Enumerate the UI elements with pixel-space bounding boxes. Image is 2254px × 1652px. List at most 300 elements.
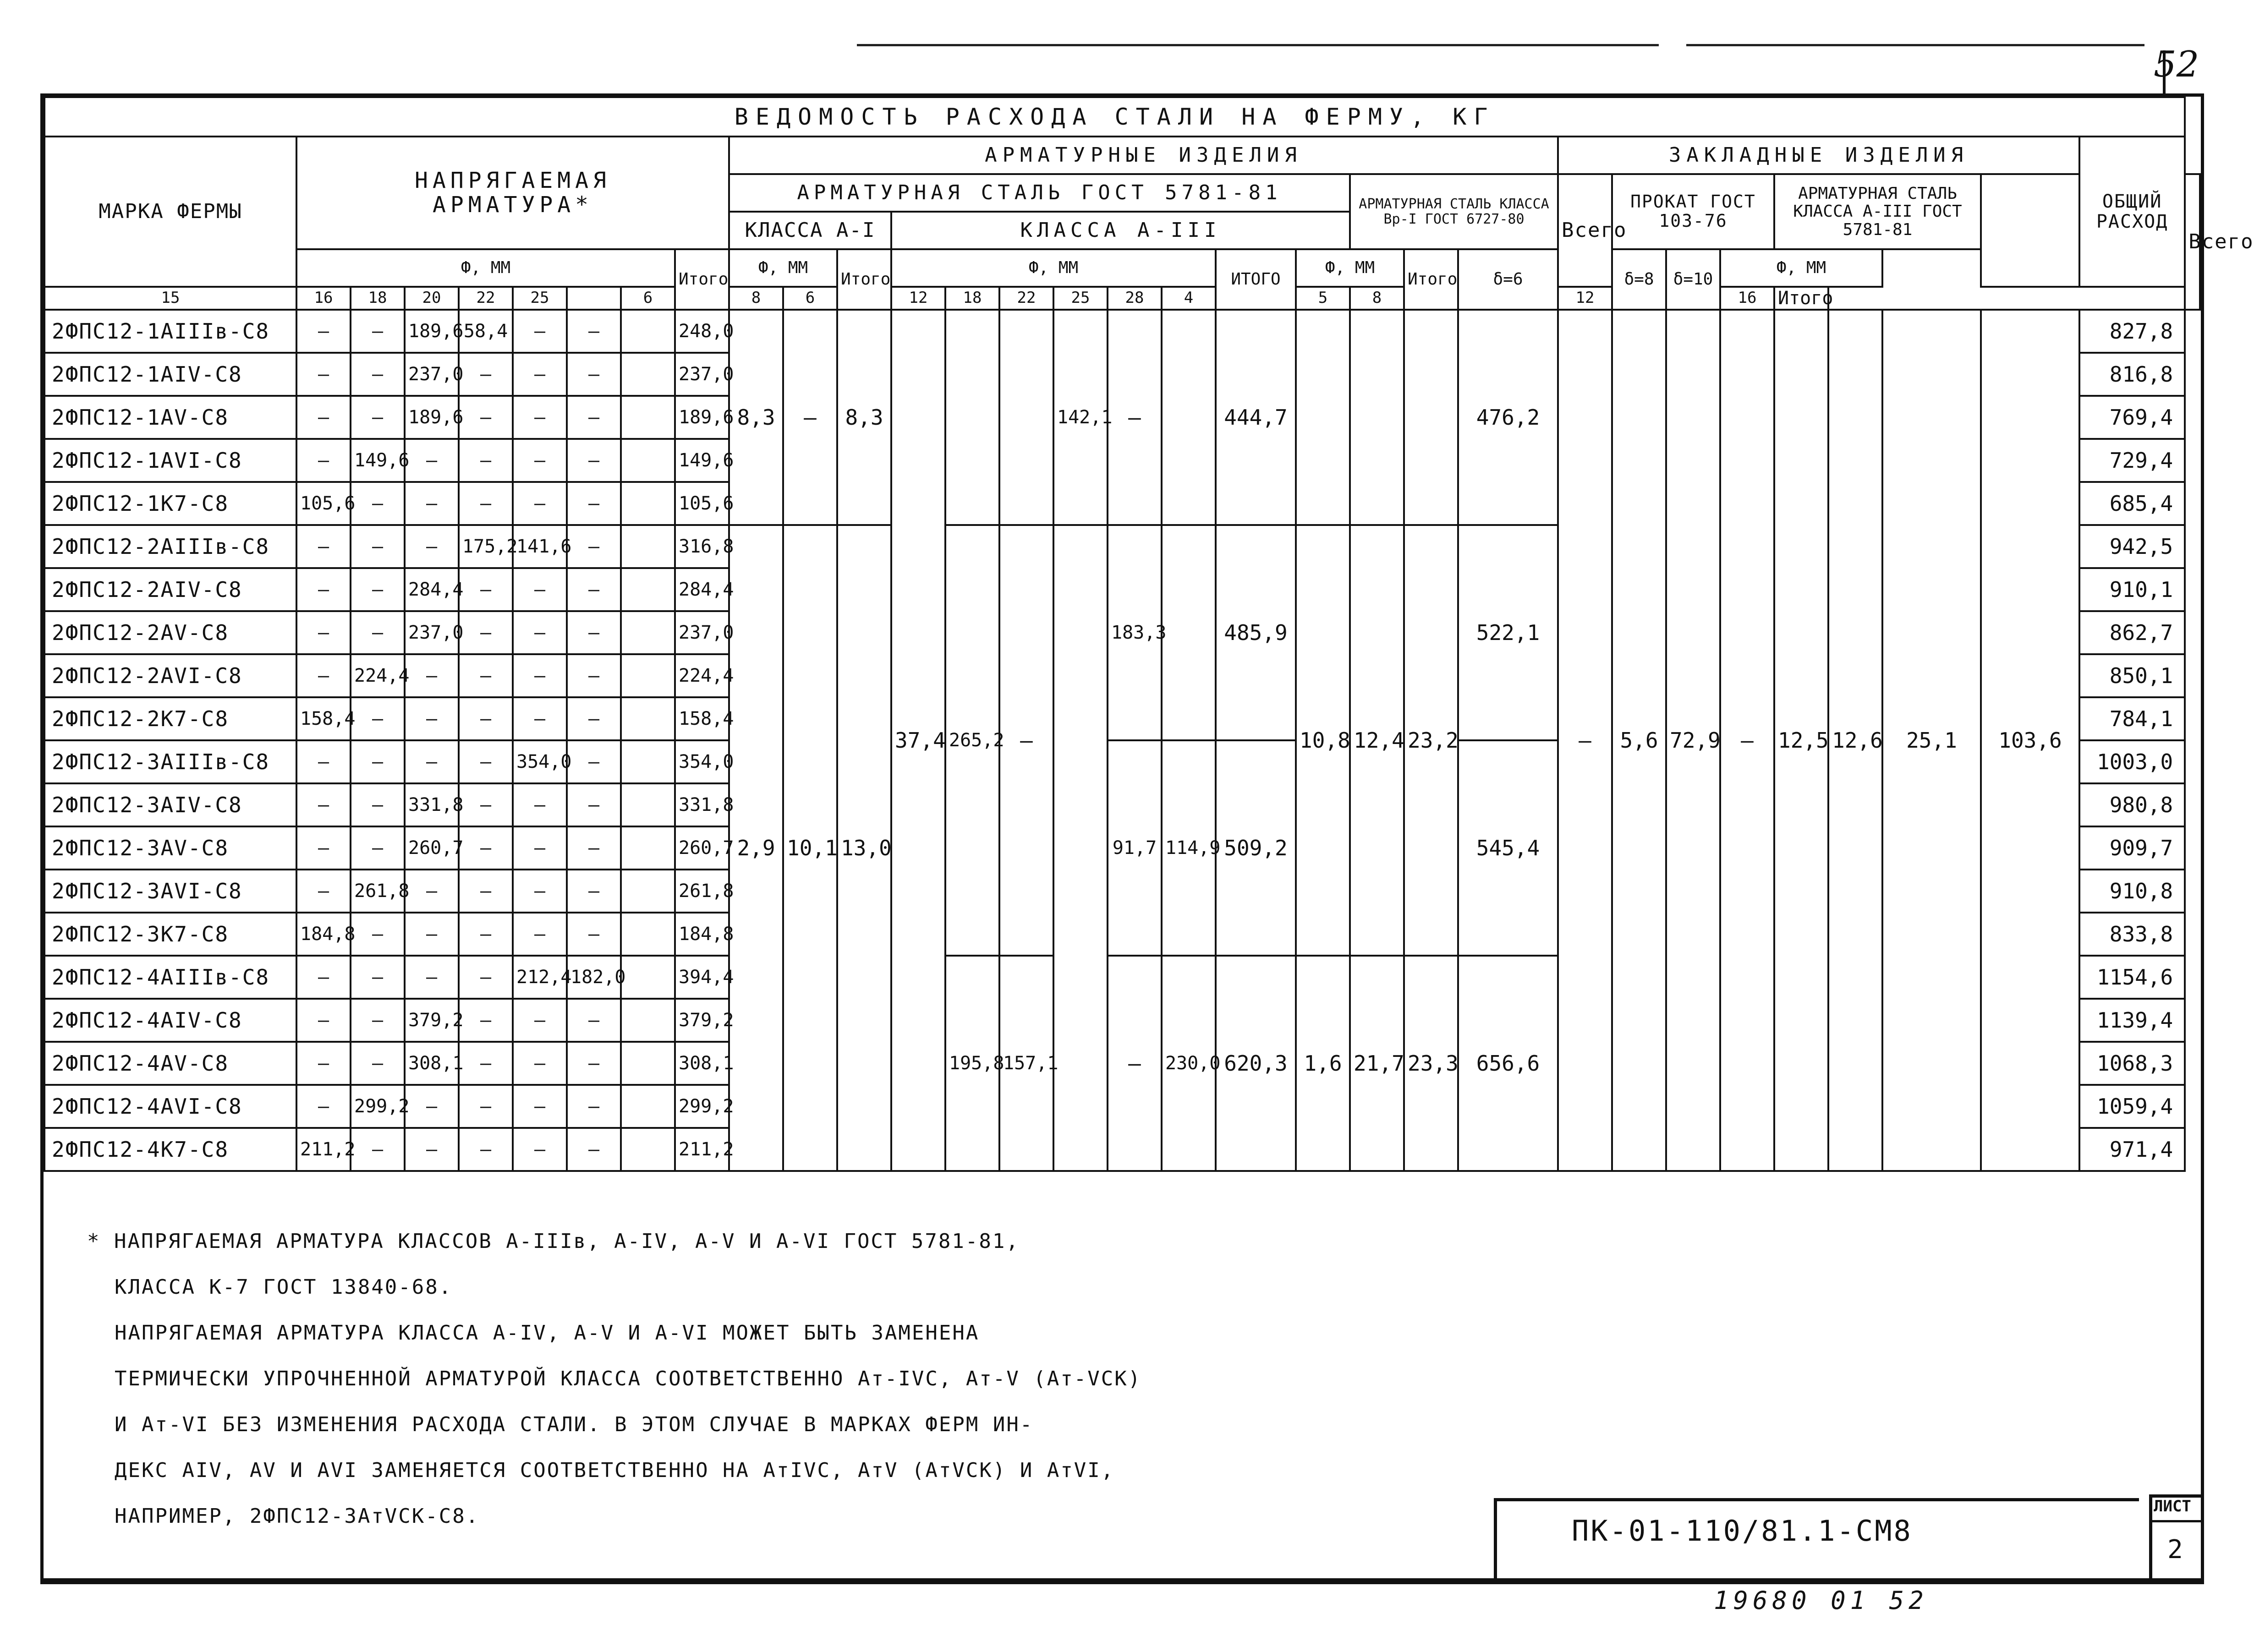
prestressed-value: — <box>405 740 459 783</box>
row-mark: 2ФПС12-2АIV-С8 <box>44 568 296 611</box>
prestressed-value: — <box>296 999 351 1042</box>
row-total: 1003,0 <box>2079 740 2185 783</box>
header-vsego-embedded: Всего <box>2185 174 2200 310</box>
prestressed-value: — <box>513 913 567 956</box>
row-mark: 2ФПС12-4АIV-С8 <box>44 999 296 1042</box>
prestressed-value: 211,2 <box>296 1128 351 1171</box>
prestressed-itogo: 184,8 <box>675 913 729 956</box>
note-line: ДЕКС АIV, АV И АVI ЗАМЕНЯЕТСЯ СООТВЕТСТВЕННО НА АтIVС, АтV (АтVСК) И АтVI, <box>115 1459 1115 1482</box>
row-mark: 2ФПС12-3АV-С8 <box>44 826 296 870</box>
prestressed-value: 379,2 <box>405 999 459 1042</box>
prestressed-value: — <box>459 697 513 740</box>
row-total: 942,5 <box>2079 525 2185 568</box>
row-total: 784,1 <box>2079 697 2185 740</box>
prestressed-value: — <box>296 439 351 482</box>
prestressed-itogo: 105,6 <box>675 482 729 525</box>
prestressed-value: — <box>405 654 459 697</box>
diam-16: 16 <box>296 287 351 310</box>
header-mark: МАРКА ФЕРМЫ <box>44 137 296 287</box>
prestressed-itogo: 394,4 <box>675 956 729 999</box>
prestressed-value: — <box>567 568 621 611</box>
prestressed-value: 260,7 <box>405 826 459 870</box>
prestressed-value: — <box>513 697 567 740</box>
a3-d18: — <box>999 525 1053 956</box>
prestressed-blank <box>621 353 675 396</box>
prestressed-value: — <box>296 956 351 999</box>
header-embedded: ЗАКЛАДНЫЕ ИЗДЕЛИЯ <box>1558 137 2079 174</box>
emb-d16: 12,6 <box>1828 310 1882 1171</box>
row-mark: 2ФПС12-4АV-С8 <box>44 1042 296 1085</box>
prestressed-itogo: 211,2 <box>675 1128 729 1171</box>
prestressed-value: — <box>351 783 405 826</box>
diam-18: 18 <box>351 287 405 310</box>
prestressed-value: — <box>567 525 621 568</box>
emb-diam-12: 12 <box>1558 287 1612 310</box>
vp-d5 <box>1350 310 1404 525</box>
prestressed-value: 237,0 <box>405 611 459 654</box>
prestressed-blank <box>621 1042 675 1085</box>
a1-d8: 10,1 <box>783 525 837 1171</box>
prestressed-blank <box>621 310 675 353</box>
prestressed-value: — <box>513 482 567 525</box>
header-class-a3: КЛАССА А-III <box>891 212 1350 249</box>
a3-d12 <box>945 310 999 525</box>
header-prokat-d8: δ=8 <box>1612 249 1666 310</box>
prestressed-value: — <box>567 1042 621 1085</box>
prestressed-value: — <box>459 913 513 956</box>
prestressed-itogo: 316,8 <box>675 525 729 568</box>
prestressed-blank <box>621 740 675 783</box>
prestressed-value: — <box>513 999 567 1042</box>
prokat-d8: 5,6 <box>1612 310 1666 1171</box>
prestressed-value: 224,4 <box>351 654 405 697</box>
row-total: 1059,4 <box>2079 1085 2185 1128</box>
prestressed-value: — <box>567 396 621 439</box>
row-mark: 2ФПС12-1АIV-С8 <box>44 353 296 396</box>
prestressed-value: — <box>459 439 513 482</box>
a1-itogo: 8,3 <box>837 310 891 525</box>
prestressed-value: — <box>513 870 567 913</box>
note-line: НАПРЯГАЕМАЯ АРМАТУРА КЛАССА А-IV, А-V И А-VI МОЖЕТ БЫТЬ ЗАМЕНЕНА <box>115 1321 980 1345</box>
a3-itogo: 509,2 <box>1216 740 1296 956</box>
prestressed-value: — <box>351 1128 405 1171</box>
prestressed-blank <box>621 1128 675 1171</box>
prestressed-value: 354,0 <box>513 740 567 783</box>
prestressed-value: — <box>513 1042 567 1085</box>
prestressed-value: — <box>459 1042 513 1085</box>
prestressed-value: — <box>567 826 621 870</box>
prestressed-value: — <box>567 1085 621 1128</box>
prestressed-value: 141,6 <box>513 525 567 568</box>
vp-diam-5: 5 <box>1296 287 1350 310</box>
armature-vsego: 656,6 <box>1458 956 1558 1171</box>
prestressed-value: — <box>296 1085 351 1128</box>
header-itogo-embedded-spacer <box>1981 174 2079 287</box>
prestressed-value: — <box>513 353 567 396</box>
header-itogo-a1: Итого <box>837 249 891 310</box>
prestressed-value: — <box>296 353 351 396</box>
prestressed-itogo: 149,6 <box>675 439 729 482</box>
prestressed-value: — <box>351 999 405 1042</box>
row-total: 1154,6 <box>2079 956 2185 999</box>
prestressed-value: — <box>459 482 513 525</box>
row-mark: 2ФПС12-2АV-С8 <box>44 611 296 654</box>
prestressed-value: — <box>567 1128 621 1171</box>
row-total: 850,1 <box>2079 654 2185 697</box>
prestressed-value: — <box>351 740 405 783</box>
prestressed-value: — <box>405 1085 459 1128</box>
row-mark: 2ФПС12-3АIV-С8 <box>44 783 296 826</box>
prestressed-blank <box>621 439 675 482</box>
header-prokat-d6: δ=6 <box>1458 249 1558 310</box>
armature-vsego: 522,1 <box>1458 525 1558 740</box>
header-total: ОБЩИЙ РАСХОД <box>2079 137 2185 287</box>
prestressed-value: — <box>513 1085 567 1128</box>
prestressed-value: — <box>351 353 405 396</box>
header-phi-vp: Ф, ММ <box>1296 249 1404 287</box>
prestressed-value: 175,2 <box>459 525 513 568</box>
prestressed-value: 105,6 <box>296 482 351 525</box>
prestressed-value: 58,4 <box>459 310 513 353</box>
a3-itogo: 444,7 <box>1216 310 1296 525</box>
emb-diam-16: 16 <box>1720 287 1774 310</box>
prestressed-blank <box>621 482 675 525</box>
prestressed-value: 261,8 <box>351 870 405 913</box>
a3-d28 <box>1162 525 1216 740</box>
prestressed-blank <box>621 697 675 740</box>
prokat-d10: 72,9 <box>1666 310 1720 1171</box>
note-line: И Ат-VI БЕЗ ИЗМЕНЕНИЯ РАСХОДА СТАЛИ. В ЭТОМ СЛУЧАЕ В МАРКАХ ФЕРМ ИН- <box>115 1413 1034 1436</box>
header-vsego-armature: Всего <box>1558 174 1612 287</box>
prestressed-blank <box>621 1085 675 1128</box>
row-mark: 2ФПС12-1АVI-С8 <box>44 439 296 482</box>
vp-d5: 12,4 <box>1350 525 1404 956</box>
prestressed-value: — <box>513 439 567 482</box>
steel-consumption-table <box>44 96 2254 1172</box>
emb-d8: — <box>1720 310 1774 1171</box>
row-total: 827,8 <box>2079 310 2185 353</box>
prestressed-itogo: 331,8 <box>675 783 729 826</box>
prestressed-value: — <box>459 999 513 1042</box>
row-total: 1068,3 <box>2079 1042 2185 1085</box>
prestressed-value: — <box>405 697 459 740</box>
header-prestressed: НАПРЯГАЕМАЯ АРМАТУРА* <box>296 137 729 249</box>
prestressed-itogo: 260,7 <box>675 826 729 870</box>
prestressed-value: — <box>351 482 405 525</box>
prestressed-itogo: 158,4 <box>675 697 729 740</box>
prestressed-value: — <box>459 611 513 654</box>
vp-itogo <box>1404 310 1458 525</box>
a3-d28: 114,9 <box>1162 740 1216 956</box>
prestressed-blank <box>621 870 675 913</box>
prestressed-itogo: 308,1 <box>675 1042 729 1085</box>
prestressed-itogo: 237,0 <box>675 611 729 654</box>
a1-itogo: 13,0 <box>837 525 891 1171</box>
prestressed-value: — <box>567 353 621 396</box>
prestressed-blank <box>621 783 675 826</box>
prestressed-value: — <box>351 913 405 956</box>
header-armature-steel: АРМАТУРНАЯ СТАЛЬ ГОСТ 5781-81 <box>729 174 1350 212</box>
header-armature-steel-vp: АРМАТУРНАЯ СТАЛЬ КЛАССА Вр-I ГОСТ 6727-80 <box>1350 174 1558 249</box>
row-total: 980,8 <box>2079 783 2185 826</box>
row-mark: 2ФПС12-3К7-С8 <box>44 913 296 956</box>
row-mark: 2ФПС12-2АIIIв-С8 <box>44 525 296 568</box>
prestressed-value: — <box>296 396 351 439</box>
prestressed-value: 237,0 <box>405 353 459 396</box>
prestressed-value: — <box>405 956 459 999</box>
note-line: * НАПРЯГАЕМАЯ АРМАТУРА КЛАССОВ А-IIIв, А-IV, А-V И А-VI ГОСТ 5781-81, <box>87 1230 1020 1253</box>
a3-d28 <box>1162 310 1216 525</box>
diam-25: 25 <box>513 287 567 310</box>
row-total: 910,1 <box>2079 568 2185 611</box>
prestressed-value: — <box>351 310 405 353</box>
emb-vsego: 103,6 <box>1981 310 2079 1171</box>
prestressed-value: 189,6 <box>405 396 459 439</box>
table-title: ВЕДОМОСТЬ РАСХОДА СТАЛИ НА ФЕРМУ, КГ <box>44 97 2185 137</box>
prestressed-value: 212,4 <box>513 956 567 999</box>
prestressed-blank <box>621 913 675 956</box>
prestressed-value: — <box>459 956 513 999</box>
header-itogo-vp: Итого <box>1404 249 1458 310</box>
a3-d22: 142,1 <box>1053 310 1108 525</box>
prestressed-value: — <box>405 482 459 525</box>
a3-d12: 265,2 <box>945 525 999 956</box>
prestressed-value: — <box>296 525 351 568</box>
a3-d25: — <box>1108 956 1162 1171</box>
prestressed-blank <box>621 611 675 654</box>
header-phi-a3: Ф, ММ <box>891 249 1216 287</box>
header-class-a1: КЛАССА А-I <box>729 212 891 249</box>
header-armature-products: АРМАТУРНЫЕ ИЗДЕЛИЯ <box>729 137 1558 174</box>
prestressed-value: — <box>296 310 351 353</box>
a3-itogo: 620,3 <box>1216 956 1296 1171</box>
row-mark: 2ФПС12-3АIIIв-С8 <box>44 740 296 783</box>
prestressed-value: 189,6 <box>405 310 459 353</box>
prestressed-value: — <box>513 654 567 697</box>
prestressed-value: — <box>405 525 459 568</box>
sheet-number: 2 <box>2167 1535 2183 1564</box>
vp-itogo: 23,3 <box>1404 956 1458 1171</box>
emb-diam-8: 8 <box>1350 287 1404 310</box>
prestressed-value: — <box>351 568 405 611</box>
notes <box>87 1219 1352 1539</box>
row-mark: 2ФПС12-3АVI-С8 <box>44 870 296 913</box>
prestressed-value: 158,4 <box>296 697 351 740</box>
prestressed-value: — <box>513 396 567 439</box>
prestressed-value: — <box>513 310 567 353</box>
prestressed-value: — <box>567 697 621 740</box>
table-body <box>44 310 2200 1171</box>
prestressed-value: — <box>351 956 405 999</box>
prestressed-value: — <box>459 870 513 913</box>
prestressed-value: — <box>296 568 351 611</box>
a3-d12: 195,8 <box>945 956 999 1171</box>
prestressed-value: — <box>567 482 621 525</box>
prestressed-value: — <box>567 783 621 826</box>
sheet-label: ЛИСТ <box>2154 1497 2191 1515</box>
prestressed-value: — <box>351 697 405 740</box>
diam-blank <box>567 287 621 310</box>
row-total: 971,4 <box>2079 1128 2185 1171</box>
row-total: 769,4 <box>2079 396 2185 439</box>
row-total: 862,7 <box>2079 611 2185 654</box>
sheet-box-divider <box>2149 1520 2204 1522</box>
prestressed-value: — <box>351 826 405 870</box>
vp-d4: 1,6 <box>1296 956 1350 1171</box>
prestressed-itogo: 284,4 <box>675 568 729 611</box>
header-prokat: ПРОКАТ ГОСТ 103-76 <box>1612 174 1774 249</box>
prestressed-value: — <box>513 611 567 654</box>
prestressed-value: — <box>405 439 459 482</box>
note-line: НАПРИМЕР, 2ФПС12-3АтVСК-С8. <box>115 1504 480 1528</box>
table-row <box>44 310 2200 353</box>
prestressed-value: — <box>405 913 459 956</box>
prestressed-value: — <box>513 568 567 611</box>
row-mark: 2ФПС12-2К7-С8 <box>44 697 296 740</box>
row-mark: 2ФПС12-1АIIIв-С8 <box>44 310 296 353</box>
top-dash <box>1686 44 2144 46</box>
prestressed-value: — <box>351 396 405 439</box>
diam-20: 20 <box>405 287 459 310</box>
prestressed-itogo: 248,0 <box>675 310 729 353</box>
prestressed-value: — <box>459 1128 513 1171</box>
row-mark: 2ФПС12-1К7-С8 <box>44 482 296 525</box>
header-embedded-steel: АРМАТУРНАЯ СТАЛЬ КЛАССА А-III ГОСТ 5781-81 <box>1774 174 1981 249</box>
a1-diam-6: 6 <box>621 287 675 310</box>
prestressed-value: — <box>513 783 567 826</box>
prestressed-itogo: 299,2 <box>675 1085 729 1128</box>
a3-d22 <box>1053 525 1108 1171</box>
prestressed-value: — <box>459 740 513 783</box>
row-total: 816,8 <box>2079 353 2185 396</box>
prestressed-blank <box>621 396 675 439</box>
prokat-d6: — <box>1558 310 1612 1171</box>
a3-d25: — <box>1108 310 1162 525</box>
header-itogo-embedded: Итого <box>1774 287 1828 310</box>
prestressed-blank <box>621 956 675 999</box>
a3-diam-18: 18 <box>945 287 999 310</box>
prestressed-value: — <box>351 1042 405 1085</box>
a1-diam-8: 8 <box>729 287 783 310</box>
prestressed-value: — <box>459 783 513 826</box>
prestressed-value: — <box>351 525 405 568</box>
prestressed-value: — <box>567 439 621 482</box>
prestressed-value: — <box>296 654 351 697</box>
row-mark: 2ФПС12-4К7-С8 <box>44 1128 296 1171</box>
prestressed-value: 184,8 <box>296 913 351 956</box>
a3-d25: 183,3 <box>1108 525 1162 740</box>
prestressed-value: — <box>567 310 621 353</box>
prestressed-value: 149,6 <box>351 439 405 482</box>
prestressed-value: — <box>459 826 513 870</box>
header-prokat-d10: δ=10 <box>1666 249 1720 310</box>
emb-d12: 12,5 <box>1774 310 1828 1171</box>
header-itogo-prestressed: Итого <box>675 249 729 310</box>
note-line: ТЕРМИЧЕСКИ УПРОЧНЕННОЙ АРМАТУРОЙ КЛАССА СООТВЕТСТВЕННО Ат-IVС, Ат-V (Ат-VСК) <box>115 1367 1142 1390</box>
row-mark: 2ФПС12-4АVI-С8 <box>44 1085 296 1128</box>
prestressed-value: — <box>405 1128 459 1171</box>
vp-d4 <box>1296 310 1350 525</box>
prestressed-blank <box>621 654 675 697</box>
a3-d6: 37,4 <box>891 310 945 1171</box>
vp-itogo: 23,2 <box>1404 525 1458 956</box>
prestressed-value: — <box>459 353 513 396</box>
vp-d4: 10,8 <box>1296 525 1350 956</box>
prestressed-value: 299,2 <box>351 1085 405 1128</box>
prestressed-value: 308,1 <box>405 1042 459 1085</box>
prestressed-value: — <box>296 740 351 783</box>
prestressed-itogo: 354,0 <box>675 740 729 783</box>
header-phi-a1: Ф, ММ <box>729 249 837 287</box>
a3-diam-12: 12 <box>891 287 945 310</box>
armature-vsego: 545,4 <box>1458 740 1558 956</box>
prestressed-itogo: 224,4 <box>675 654 729 697</box>
prestressed-value: — <box>567 999 621 1042</box>
a3-itogo: 485,9 <box>1216 525 1296 740</box>
prestressed-value: 331,8 <box>405 783 459 826</box>
prestressed-blank <box>621 525 675 568</box>
row-total: 1139,4 <box>2079 999 2185 1042</box>
frame-bottom-line <box>40 1581 2204 1584</box>
prestressed-itogo: 379,2 <box>675 999 729 1042</box>
prestressed-value: — <box>296 611 351 654</box>
note-line: КЛАССА К-7 ГОСТ 13840-68. <box>115 1275 453 1299</box>
a3-diam-6: 6 <box>783 287 837 310</box>
diam-22: 22 <box>459 287 513 310</box>
armature-vsego: 476,2 <box>1458 310 1558 525</box>
row-mark: 2ФПС12-2АVI-С8 <box>44 654 296 697</box>
prestressed-value: — <box>513 1128 567 1171</box>
page-number: 52 <box>2154 44 2199 85</box>
prestressed-value: — <box>513 826 567 870</box>
prestressed-blank <box>621 568 675 611</box>
prestressed-value: — <box>296 870 351 913</box>
prestressed-value: — <box>459 396 513 439</box>
row-total: 685,4 <box>2079 482 2185 525</box>
prestressed-value: — <box>567 870 621 913</box>
prestressed-itogo: 261,8 <box>675 870 729 913</box>
row-mark: 2ФПС12-1АV-С8 <box>44 396 296 439</box>
header-phi-prestressed: Ф, ММ <box>296 249 675 287</box>
prestressed-value: — <box>567 654 621 697</box>
a1-d6: 8,3 <box>729 310 783 525</box>
a1-d6: 2,9 <box>729 525 783 1171</box>
header-itogo-a3: ИТОГО <box>1216 249 1296 310</box>
prestressed-blank <box>621 999 675 1042</box>
header-phi-embedded: Ф, ММ <box>1720 249 1882 287</box>
a3-d28: 230,0 <box>1162 956 1216 1171</box>
vp-d5: 21,7 <box>1350 956 1404 1171</box>
row-total: 909,7 <box>2079 826 2185 870</box>
prestressed-value: 284,4 <box>405 568 459 611</box>
a3-diam-22: 22 <box>999 287 1053 310</box>
emb-itogo: 25,1 <box>1882 310 1981 1171</box>
diam-15: 15 <box>44 287 296 310</box>
prestressed-value: — <box>405 870 459 913</box>
prestressed-value: — <box>296 826 351 870</box>
prestressed-value: — <box>296 1042 351 1085</box>
prestressed-itogo: 237,0 <box>675 353 729 396</box>
prestressed-blank <box>621 826 675 870</box>
a3-d25: 91,7 <box>1108 740 1162 956</box>
prestressed-value: 182,0 <box>567 956 621 999</box>
prestressed-value: — <box>567 611 621 654</box>
prestressed-value: — <box>459 568 513 611</box>
prestressed-value: — <box>459 1085 513 1128</box>
bottom-cut-text: 19680 01 52 <box>1714 1586 1928 1615</box>
prestressed-value: — <box>567 740 621 783</box>
row-total: 910,8 <box>2079 870 2185 913</box>
